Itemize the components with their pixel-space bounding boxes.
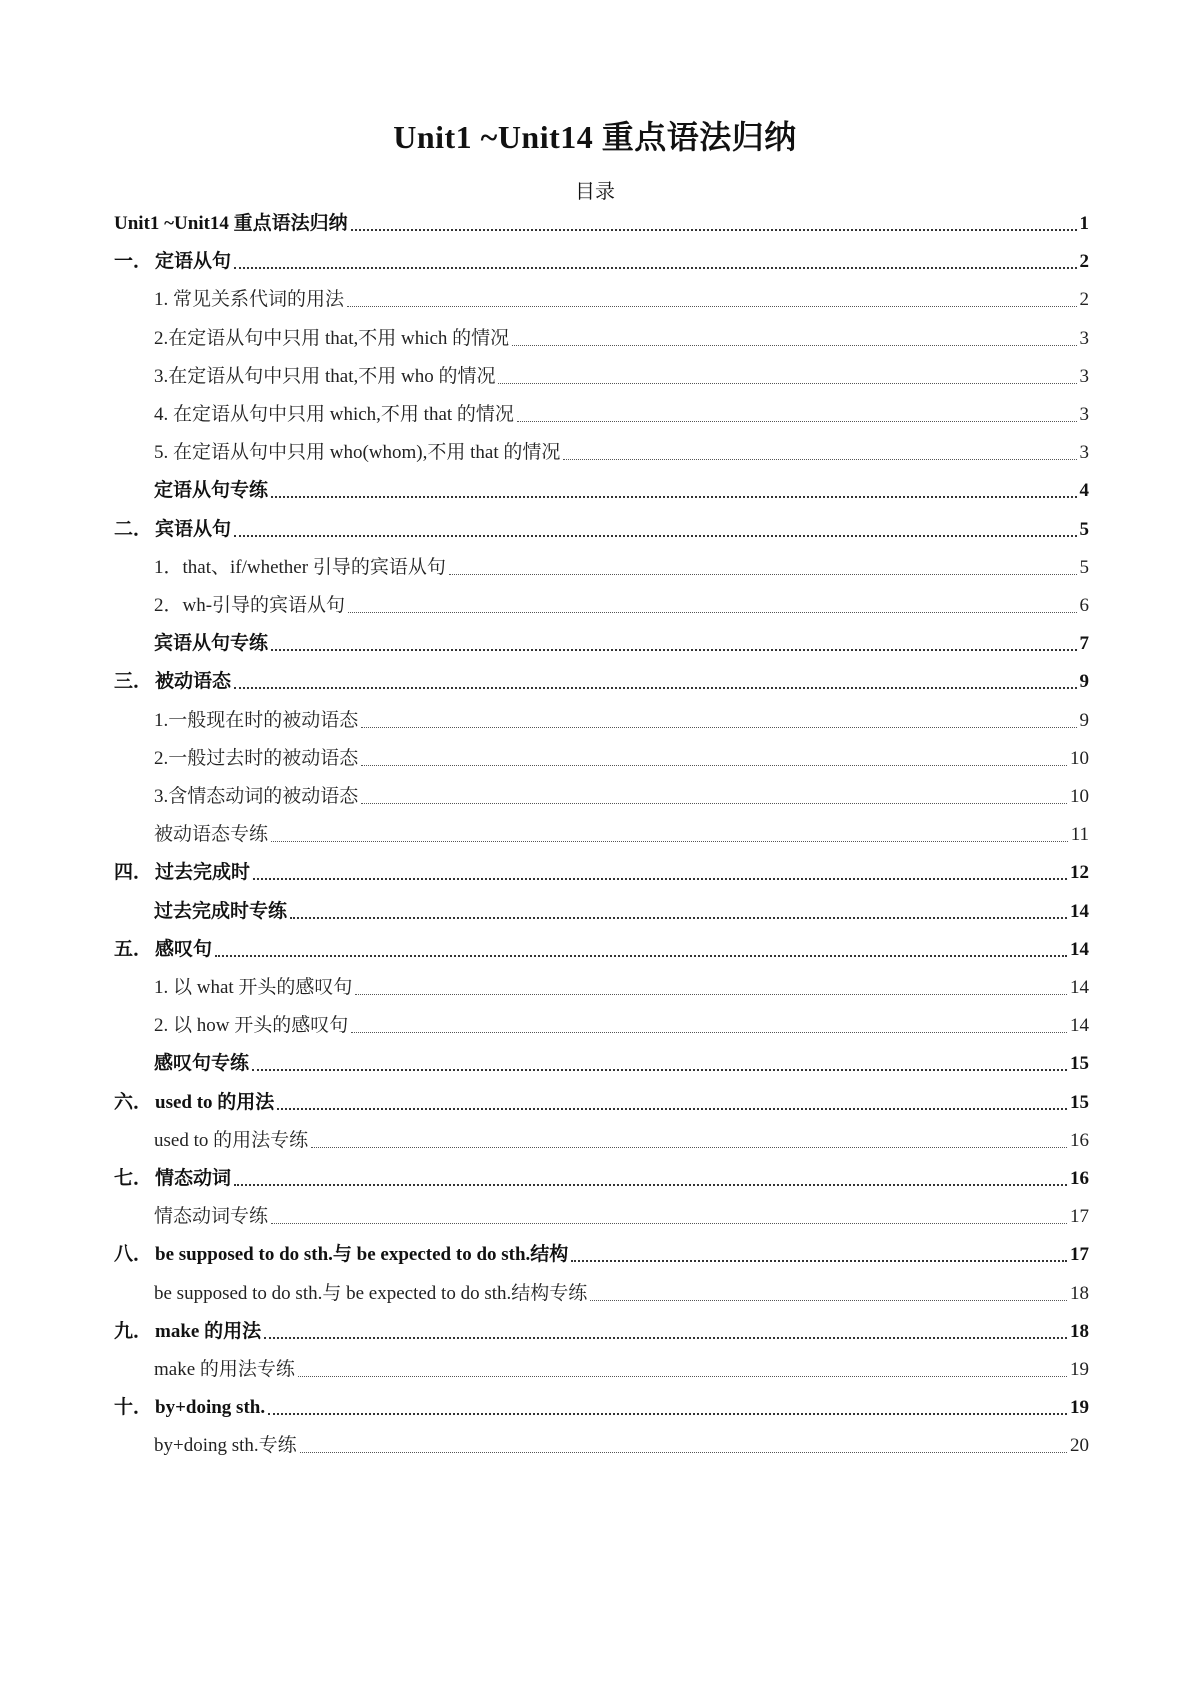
toc-entry-page-number: 14: [1070, 938, 1089, 960]
toc-entry-label: make 的用法: [155, 1320, 262, 1342]
toc-entry[interactable]: [114, 321, 1089, 351]
dot-leader: [571, 1260, 1067, 1262]
dot-leader: [361, 727, 1076, 728]
toc-entry-label: Unit1 ~Unit14 重点语法归纳: [114, 213, 348, 234]
toc-entry-page-number: 9: [1079, 671, 1089, 693]
dot-leader: [271, 1223, 1067, 1224]
toc-entry-label: 3.在定语从句中只用 that,不用 who 的情况: [154, 365, 496, 387]
toc-entry[interactable]: [114, 664, 1089, 694]
toc-entry[interactable]: [114, 970, 1089, 1000]
toc-entry[interactable]: [114, 206, 1089, 236]
dot-leader: [517, 421, 1077, 422]
toc-entry-label: 4. 在定语从句中只用 which,不用 that 的情况: [154, 404, 514, 425]
toc-entry-number: 七．: [114, 1168, 153, 1189]
toc-entry-number: 三．: [114, 671, 153, 693]
toc-entry-label: 宾语从句: [155, 518, 232, 540]
dot-leader: [355, 994, 1067, 995]
dot-leader: [234, 535, 1076, 537]
toc-entry-label: 被动语态: [155, 671, 232, 693]
toc-entry-label: 定语从句: [155, 251, 232, 273]
toc-entry[interactable]: [114, 1352, 1089, 1382]
dot-leader: [268, 1413, 1067, 1415]
toc-entry[interactable]: [114, 512, 1089, 542]
toc-entry-label: 情态动词专练: [154, 1206, 269, 1228]
toc-entry[interactable]: [114, 1199, 1089, 1229]
toc-entry-label: 1. 常见关系代词的用法: [154, 289, 345, 311]
dot-leader: [351, 1032, 1067, 1033]
toc-entry[interactable]: [114, 1237, 1089, 1267]
toc-entry-page-number: 3: [1079, 442, 1089, 464]
toc-entry-page-number: 16: [1070, 1129, 1089, 1151]
toc-entry-number: 一．: [114, 251, 153, 273]
toc-entry-label: 感叹句: [155, 938, 213, 960]
toc-entry-page-number: 9: [1079, 709, 1089, 731]
toc-entry-page-number: 15: [1070, 1053, 1089, 1075]
toc-entry[interactable]: [114, 282, 1089, 312]
toc-entry-label: 2．wh-引导的宾语从句: [154, 595, 346, 616]
toc-entry-page-number: 2: [1079, 289, 1089, 311]
toc-entry-page-number: 3: [1079, 404, 1089, 425]
dot-leader: [300, 1452, 1067, 1453]
toc-entry-page-number: 19: [1070, 1397, 1089, 1419]
toc-entry[interactable]: [114, 359, 1089, 389]
toc-entry[interactable]: [114, 1428, 1089, 1458]
toc-entry[interactable]: [114, 473, 1089, 503]
dot-leader: [311, 1147, 1067, 1148]
dot-leader: [252, 1069, 1067, 1071]
toc-entry-page-number: 4: [1079, 480, 1089, 502]
toc-entry-page-number: 19: [1070, 1359, 1089, 1380]
toc-entry-label: by+doing sth.专练: [154, 1435, 297, 1457]
toc-entry[interactable]: [114, 1390, 1089, 1420]
toc-entry[interactable]: [114, 1161, 1089, 1191]
toc-entry-number: 二．: [114, 518, 153, 540]
toc-entry[interactable]: [114, 855, 1089, 885]
toc-entry-number: 六．: [114, 1091, 153, 1113]
toc-entry[interactable]: [114, 1314, 1089, 1344]
dot-leader: [271, 841, 1068, 842]
toc-entry[interactable]: [114, 1046, 1089, 1076]
dot-leader: [234, 1184, 1067, 1186]
toc-entry-page-number: 6: [1079, 595, 1089, 616]
toc-entry-number: 四．: [114, 862, 153, 884]
toc-entry[interactable]: [114, 894, 1089, 924]
toc-entry-page-number: 3: [1079, 327, 1089, 349]
dot-leader: [234, 267, 1076, 269]
toc-entry-label: 过去完成时专练: [154, 900, 288, 922]
toc-entry-page-number: 14: [1070, 900, 1089, 922]
toc-entry-page-number: 17: [1070, 1244, 1089, 1266]
toc-entry-page-number: 18: [1070, 1320, 1089, 1342]
toc-entry-page-number: 2: [1079, 251, 1089, 273]
toc-entry-page-number: 10: [1070, 786, 1089, 807]
toc-entry-label: by+doing sth.: [155, 1397, 266, 1419]
toc-entry[interactable]: [114, 626, 1089, 656]
toc-entry-page-number: 5: [1079, 556, 1089, 578]
toc-entry-page-number: 1: [1079, 213, 1089, 234]
toc-entry-label: 过去完成时: [155, 862, 251, 884]
toc-entry-page-number: 20: [1070, 1435, 1089, 1457]
toc-entry[interactable]: [114, 1085, 1089, 1115]
toc-entry[interactable]: [114, 703, 1089, 733]
toc-entry[interactable]: [114, 932, 1089, 962]
toc-entry-label: 情态动词: [155, 1168, 232, 1189]
toc-entry[interactable]: [114, 817, 1089, 847]
toc-entry-page-number: 15: [1070, 1091, 1089, 1113]
dot-leader: [361, 803, 1067, 804]
toc-entry-page-number: 14: [1070, 977, 1089, 998]
toc-entry-label: 感叹句专练: [154, 1053, 250, 1075]
dot-leader: [348, 612, 1076, 613]
toc-entry-label: 5. 在定语从句中只用 who(whom),不用 that 的情况: [154, 442, 561, 464]
toc-entry-page-number: 7: [1079, 633, 1089, 655]
toc-entry-label: 1. 以 what 开头的感叹句: [154, 977, 353, 998]
toc-entry-page-number: 12: [1070, 862, 1089, 884]
toc-entry[interactable]: [114, 741, 1089, 771]
dot-leader: [347, 306, 1076, 307]
dot-leader: [361, 765, 1067, 766]
toc-entry-label: be supposed to do sth.与 be expected to do sth.结构: [155, 1244, 569, 1266]
dot-leader: [449, 574, 1077, 575]
dot-leader: [271, 496, 1076, 498]
dot-leader: [590, 1300, 1067, 1301]
toc-entry-label: 2. 以 how 开头的感叹句: [154, 1015, 349, 1037]
toc-entry[interactable]: [114, 1008, 1089, 1038]
dot-leader: [271, 649, 1076, 651]
toc-entry-label: 被动语态专练: [154, 824, 269, 846]
toc-entry[interactable]: [114, 244, 1089, 274]
dot-leader: [512, 345, 1076, 346]
toc-entry[interactable]: [114, 550, 1089, 580]
toc-entry-label: 宾语从句专练: [154, 633, 269, 655]
toc-entry-number: 九．: [114, 1320, 153, 1342]
toc-entry-number: 八．: [114, 1244, 153, 1266]
dot-leader: [234, 687, 1076, 689]
dot-leader: [264, 1337, 1067, 1339]
toc-heading: 目录: [575, 181, 615, 203]
toc-entry-number: 十．: [114, 1397, 153, 1419]
toc-entry-label: used to 的用法专练: [154, 1129, 309, 1151]
toc-entry-page-number: 14: [1070, 1015, 1089, 1037]
dot-leader: [498, 383, 1076, 384]
dot-leader: [290, 917, 1067, 919]
dot-leader: [298, 1376, 1067, 1377]
dot-leader: [215, 955, 1067, 957]
toc-entry[interactable]: [114, 1276, 1089, 1306]
toc-entry-label: be supposed to do sth.与 be expected to do sth.结构专练: [154, 1282, 588, 1304]
toc-entry-number: 五．: [114, 938, 153, 960]
toc-entry-label: 1.一般现在时的被动语态: [154, 709, 359, 731]
toc-entry[interactable]: [114, 435, 1089, 465]
toc-entry[interactable]: [114, 588, 1089, 618]
toc-entry-page-number: 16: [1070, 1168, 1089, 1189]
dot-leader: [253, 878, 1067, 880]
toc-entry-page-number: 18: [1070, 1282, 1089, 1304]
document-title: Unit1 ~Unit14 重点语法归纳: [393, 119, 797, 155]
dot-leader: [351, 229, 1077, 231]
toc-entry-page-number: 10: [1070, 747, 1089, 769]
toc-entry[interactable]: [114, 397, 1089, 427]
dot-leader: [563, 459, 1076, 460]
toc-entry-label: 定语从句专练: [154, 480, 269, 502]
toc-entry-page-number: 11: [1070, 824, 1089, 846]
toc-entry-page-number: 5: [1079, 518, 1089, 540]
toc-entry-label: used to 的用法: [155, 1091, 275, 1113]
toc-entry[interactable]: [114, 779, 1089, 809]
toc-entry-label: 2.一般过去时的被动语态: [154, 747, 359, 769]
toc-entry-page-number: 17: [1070, 1206, 1089, 1228]
toc-entry-label: 3.含情态动词的被动语态: [154, 786, 359, 807]
toc-entry-label: make 的用法专练: [154, 1359, 295, 1380]
toc-entry-label: 2.在定语从句中只用 that,不用 which 的情况: [154, 327, 510, 349]
toc-entry-page-number: 3: [1079, 365, 1089, 387]
dot-leader: [277, 1108, 1067, 1110]
toc-entry-label: 1．that、if/whether 引导的宾语从句: [154, 556, 446, 578]
toc-entry[interactable]: [114, 1123, 1089, 1153]
